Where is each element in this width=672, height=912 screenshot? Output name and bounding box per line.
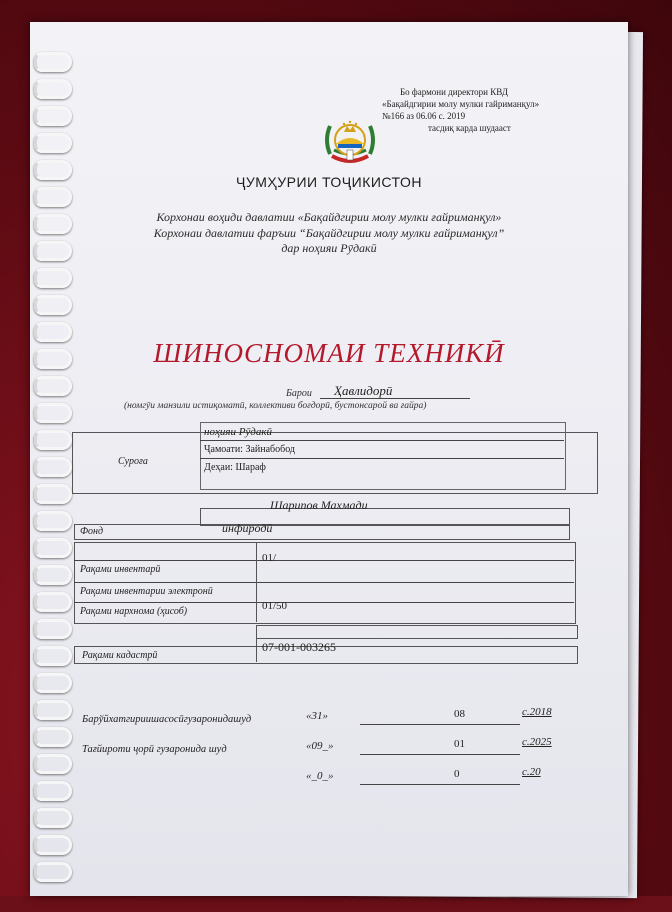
binding-ring <box>34 457 72 477</box>
date-day: «09_» <box>306 740 334 752</box>
binding-ring <box>34 862 72 882</box>
cadastre-label: Рақами кадастрӣ <box>82 650 158 661</box>
document-title: ШИНОСНОМАИ ТЕХНИКӢ <box>153 338 505 368</box>
approval-line-4: тасдиқ карда шудааст <box>428 123 511 133</box>
approval-line-1: Бо фармони директори КВД <box>400 87 509 97</box>
binding-ring <box>34 133 72 153</box>
inventory-value-3: 01/50 <box>262 600 288 612</box>
binding-ring <box>34 754 72 774</box>
for-hint: (номгӯи манзили истиқоматӣ, коллективи боғдорӣ, бустонсарой ва ғайра) <box>124 401 427 411</box>
for-label: Барои <box>286 388 312 399</box>
document-page <box>30 22 628 896</box>
binding-ring <box>34 727 72 747</box>
date-month: 08 <box>454 708 465 720</box>
binding-ring <box>34 538 72 558</box>
fond-value: инфиродӣ <box>222 521 273 535</box>
date-year: с.2025 <box>522 736 552 748</box>
address-jamoat: Ҷамоати: Зайнабобод <box>204 444 296 455</box>
date-underline <box>360 754 520 755</box>
cadastre-column-divider <box>256 637 257 662</box>
binding-ring <box>34 700 72 720</box>
binding-ring <box>34 646 72 666</box>
country-name: ҶУМҲУРИИ ТОҶИКИСТОН <box>236 174 422 190</box>
address-row-divider-2 <box>200 458 564 459</box>
binding-ring <box>34 511 72 531</box>
inventory-label-1: Рақами инвентарӣ <box>80 564 161 575</box>
date-label: Барўйхатгириишасосӣгузаронидашуд <box>82 714 252 725</box>
tajikistan-emblem <box>320 110 380 170</box>
cadastre-top-box <box>256 625 578 639</box>
owner-name: Шарипов Махмади <box>270 498 368 512</box>
binding-ring <box>34 79 72 99</box>
inventory-label-2: Рақами инвентарии электронӣ <box>80 586 213 597</box>
inventory-column-divider <box>256 542 257 622</box>
date-day: «31» <box>306 710 328 722</box>
binding-ring <box>34 187 72 207</box>
address-label: Суроға <box>118 456 148 467</box>
inventory-value-1: 01/ <box>262 552 277 564</box>
org-line-1: Корхонаи воҳиди давлатии «Бақайдгирии молу мулки ғайриманқул» <box>156 210 502 224</box>
address-row-divider-1 <box>200 440 564 441</box>
cadastre-value: 07-001-003265 <box>262 640 336 654</box>
inventory-divider-1 <box>74 582 574 583</box>
approval-line-3: №166 аз 06.06 с. 2019 <box>382 111 466 121</box>
binding-ring <box>34 592 72 612</box>
binding-ring <box>34 295 72 315</box>
date-month: 0 <box>454 768 460 780</box>
binding-ring <box>34 484 72 504</box>
address-district: ноҳияи Рӯдакӣ <box>204 426 273 438</box>
date-month: 01 <box>454 738 465 750</box>
date-year: с.20 <box>522 766 541 778</box>
fond-box <box>74 524 570 540</box>
binding-ring <box>34 376 72 396</box>
date-label: Тағйироти ҷорӣ гузаронида шуд <box>82 744 227 755</box>
binding-ring <box>34 835 72 855</box>
binding-ring <box>34 52 72 72</box>
inventory-divider-0 <box>74 560 574 561</box>
binding-ring <box>34 673 72 693</box>
binding-ring <box>34 106 72 126</box>
date-underline <box>360 784 520 785</box>
org-line-2: Корхонаи давлатии фаръии “Бақайдгирии молу мулки ғайриманқул” <box>153 226 505 240</box>
approval-stamp-text <box>382 86 539 134</box>
fond-label: Фонд <box>80 526 104 537</box>
binding-ring <box>34 430 72 450</box>
inventory-label-3: Рақами нархнома (ҳисоб) <box>80 606 188 617</box>
inventory-divider-2 <box>74 602 574 603</box>
approval-line-2: «Бақайдгирии молу мулки гайриманқул» <box>382 99 540 109</box>
binding-ring <box>34 619 72 639</box>
date-year: с.2018 <box>522 706 552 718</box>
binding-ring <box>34 781 72 801</box>
date-underline <box>360 724 520 725</box>
for-value: Ҳавлидорӣ <box>334 383 393 398</box>
binding-ring <box>34 565 72 585</box>
org-line-3: дар ноҳияи Рӯдакӣ <box>281 241 377 255</box>
binding-ring <box>34 808 72 828</box>
binding-ring <box>34 268 72 288</box>
date-day: «_0_» <box>306 770 334 782</box>
address-village: Деҳаи: Шараф <box>204 462 266 473</box>
binding-ring <box>34 403 72 423</box>
